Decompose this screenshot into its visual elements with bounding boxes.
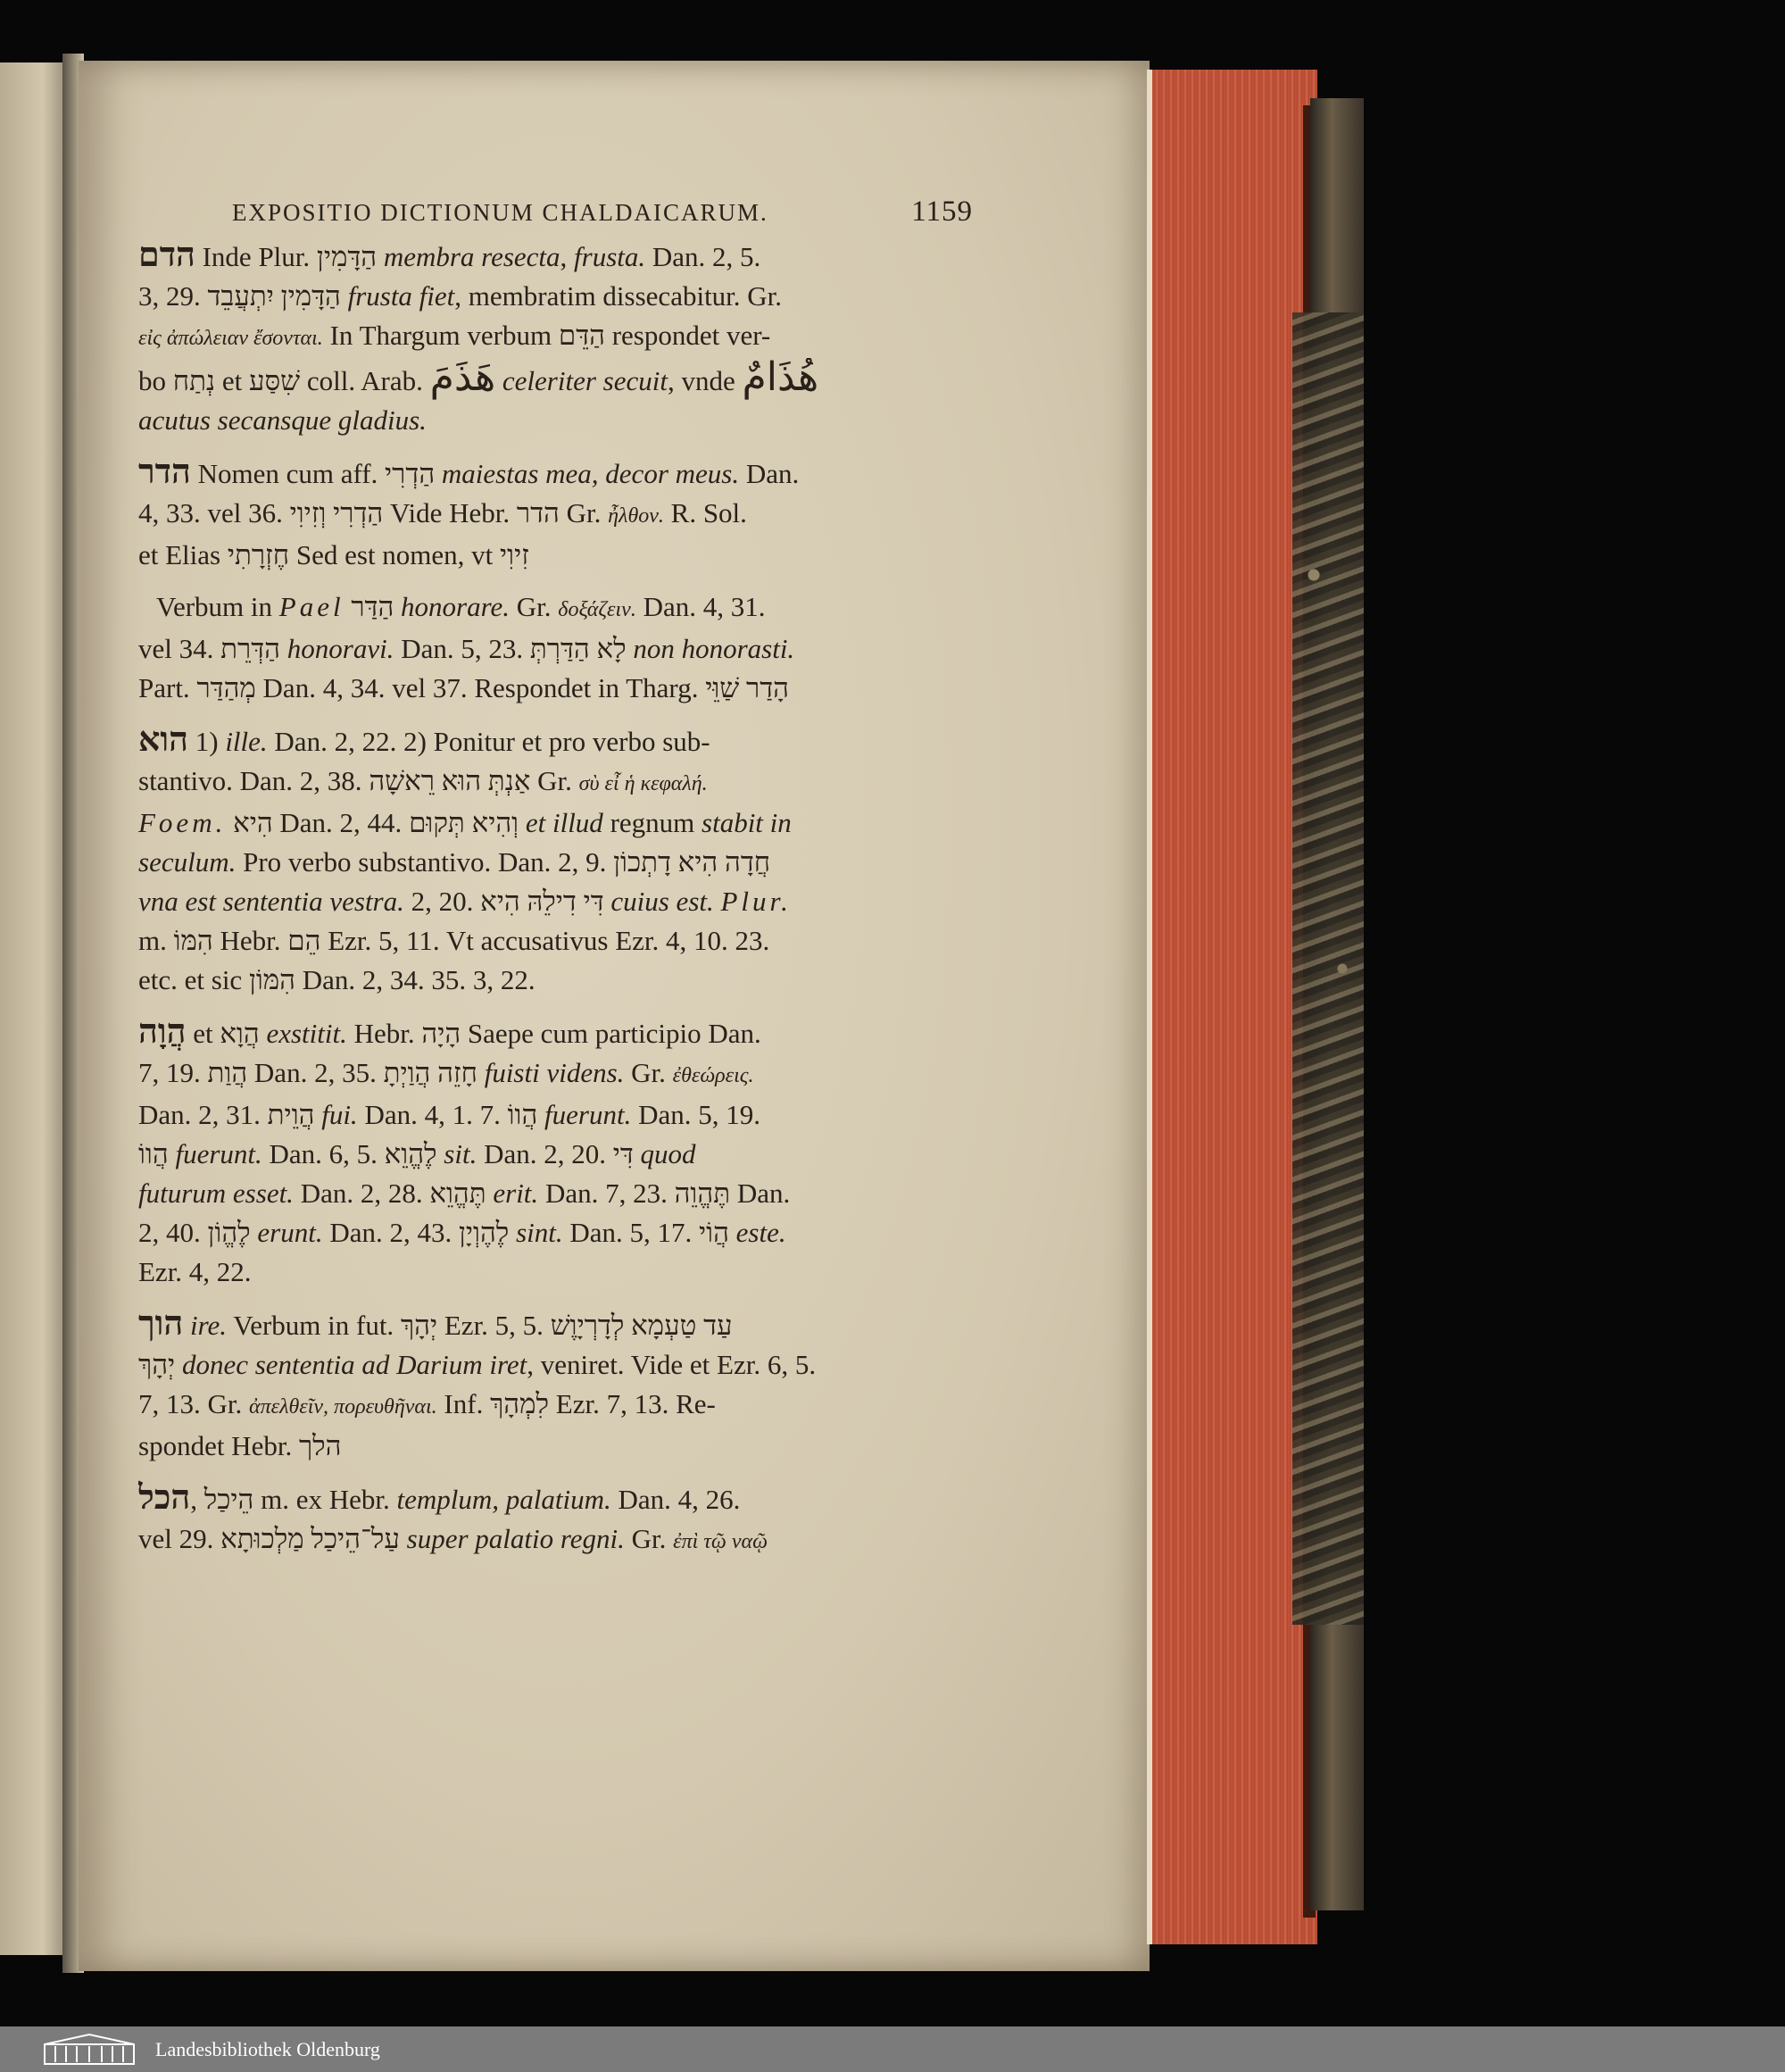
hebrew-text: הֲוַת [207, 1057, 248, 1088]
plain-text: Dan. 7, 23. [538, 1177, 675, 1209]
greek-text: ἀπελθεῖν, πορευθῆναι. [249, 1395, 437, 1419]
plain-text [183, 1310, 190, 1341]
italic-text: fuerunt. [175, 1138, 262, 1169]
italic-text: seculum. [138, 846, 237, 878]
text-line [138, 720, 973, 761]
plain-text: coll. Arab. [300, 365, 430, 396]
hebrew-text: הַדְּרֵת [220, 633, 280, 664]
hebrew-text: לֶהֱוֵא [384, 1138, 437, 1169]
plain-text: stantivo. Dan. 2, 38. [138, 765, 369, 796]
text-line [138, 843, 973, 882]
text-line [138, 803, 973, 843]
plain-text: R. Sol. [663, 497, 747, 528]
headword: הכל [138, 1479, 191, 1517]
italic-text: ire. [190, 1310, 228, 1341]
italic-text: exstitit. [266, 1018, 347, 1049]
plain-text [341, 280, 348, 312]
italic-text: futurum esset. [138, 1177, 294, 1209]
italic-text: acutus secansque gladius. [138, 404, 427, 436]
text-line [138, 316, 973, 358]
italic-text: honoravi. [286, 633, 394, 664]
hebrew-text: הֲווֹ [507, 1099, 538, 1130]
plain-text: Ezr. 7, 13. Re- [549, 1388, 716, 1419]
plain-text [537, 1099, 544, 1130]
plain-text: Part. [138, 672, 197, 703]
library-name: Landesbibliothek Oldenburg [155, 2037, 380, 2060]
hebrew-text: עַל־הֵיכַל מַלְכוּתָא [220, 1523, 400, 1554]
text-line [138, 1252, 973, 1292]
headword: הֲוָה [138, 1013, 187, 1051]
plain-text: Verbum in [156, 591, 279, 622]
plain-text: Dan. 2, 20. [477, 1138, 613, 1169]
plain-text: vel 34. [138, 633, 221, 664]
text-line [138, 494, 973, 536]
hebrew-text: הָיָה [421, 1018, 461, 1049]
plain-text [400, 1523, 407, 1554]
page-number: 1159 [911, 196, 973, 228]
hebrew-text: דִּי [612, 1138, 634, 1169]
italic-text: sint. [516, 1217, 563, 1248]
plain-text: Dan. 2, 28. [293, 1177, 430, 1209]
library-logo-icon [36, 2032, 143, 2068]
arabic-text: هَذَمَ [429, 358, 496, 399]
plain-text: Ezr. 5, 5. [437, 1310, 551, 1341]
plain-text: Dan. 5, 17. [562, 1217, 700, 1248]
plain-text [435, 458, 442, 489]
text-line [138, 277, 973, 316]
plain-text: Gr. [510, 591, 559, 622]
plain-text: Gr. [559, 497, 609, 528]
italic-text: erit. [493, 1177, 539, 1209]
hebrew-text: דִּי דִילֵהּ הִיא [480, 886, 604, 917]
plain-text: Dan. 5, 23. [394, 633, 530, 664]
plain-text: etc. et sic [138, 964, 249, 995]
plain-text [509, 1217, 516, 1248]
plain-text [495, 365, 502, 396]
italic-text: fuisti videns. [484, 1057, 625, 1088]
arabic-text: هُذَامٌ [742, 358, 819, 399]
plain-text: , veniret. Vide et Ezr. 6, 5. [527, 1349, 817, 1380]
hebrew-text: תֶּהֱוֵה [674, 1177, 731, 1209]
hebrew-text: הֲוָא [220, 1018, 260, 1049]
hebrew-text: תֶּהֱוֵא [429, 1177, 486, 1209]
hebrew-text: נְתַח [172, 365, 216, 396]
text-line [138, 1135, 973, 1174]
text-line [138, 669, 973, 708]
plain-text: m. [138, 925, 174, 956]
hebrew-text: הלך [298, 1430, 342, 1461]
plain-text: Ezr. 4, 22. [138, 1256, 252, 1287]
plain-text [477, 1057, 485, 1088]
greek-text: εἰς ἀπώλειαν ἔσονται. [138, 327, 323, 350]
hebrew-text: הַדְרִי [385, 458, 436, 489]
dictionary-entry [138, 1304, 973, 1466]
hebrew-text: וְהִיא תְּקוּם [409, 807, 519, 838]
plain-text: Gr. [624, 1057, 673, 1088]
hebrew-text: אַנְתְּ הוּא רֵאשָׁה [369, 765, 531, 796]
greek-text: ἦλθον. [608, 504, 664, 528]
plain-text: In Thargum verbum [322, 320, 559, 351]
dictionary-entries [138, 236, 973, 1561]
plain-text: 4, 33. vel 36. [138, 497, 290, 528]
text-line [138, 1095, 973, 1135]
hebrew-text: יְהָךְ [138, 1349, 176, 1380]
plain-text: Saepe cum participio Dan. [461, 1018, 761, 1049]
text-line [138, 629, 973, 669]
hebrew-text: הִמּוֹן [248, 964, 295, 995]
spaced-text: Foem. [138, 807, 227, 838]
headword: הדם [138, 237, 195, 274]
plain-text: 7, 13. Gr. [138, 1388, 249, 1419]
hebrew-text: הִיא [233, 807, 273, 838]
text-line [138, 536, 973, 575]
hebrew-text: לֶהֶוְיָן [459, 1217, 510, 1248]
italic-text: stabit in [702, 807, 792, 838]
text-line [138, 961, 973, 1000]
headword: הדר [138, 454, 191, 491]
plain-text: 2, 40. [138, 1217, 208, 1248]
plain-text: Dan. 4, 31. [635, 591, 766, 622]
plain-text: regnum [602, 807, 702, 838]
italic-text: sit. [444, 1138, 477, 1169]
plain-text: et Elias [138, 539, 228, 570]
hebrew-text: הֲווֹ [138, 1138, 169, 1169]
headword: הוא [138, 721, 188, 759]
running-head-title: EXPOSITIO DICTIONUM CHALDAICARUM. [232, 199, 768, 226]
plain-text: 7, 19. [138, 1057, 208, 1088]
hebrew-text: הַדֵּם [558, 320, 605, 351]
hebrew-text: הַדָּמִין [316, 241, 378, 272]
plain-text: Dan. 2, 34. 35. 3, 22. [295, 964, 536, 995]
plain-text: Hebr. [346, 1018, 422, 1049]
plain-text: m. ex Hebr. [253, 1484, 397, 1515]
italic-text: frusta fiet [347, 280, 455, 312]
text-line [138, 1478, 973, 1519]
plain-text [226, 807, 233, 838]
text-line [138, 587, 973, 629]
text-line [138, 1519, 973, 1561]
plain-text: Pro verbo substantivo. Dan. 2, 9. [236, 846, 614, 878]
plain-text: Sed est nomen, vt [289, 539, 501, 570]
italic-text: vna est sententia vestra. [138, 886, 404, 917]
dictionary-entry [138, 587, 973, 708]
hebrew-text: הֲוֵית [267, 1099, 315, 1130]
marbled-cover [1292, 312, 1364, 1625]
italic-text: et illud [525, 807, 603, 838]
plain-text: Gr. [624, 1523, 674, 1554]
text-line [138, 1053, 973, 1095]
headword: הוך [138, 1305, 184, 1343]
text-line [138, 401, 973, 440]
plain-text: 1) [187, 726, 226, 757]
hebrew-text: עַד טַעְמָא לְדָרְיָוֶשׁ [550, 1310, 733, 1341]
hebrew-text: הַדָּמִין יִתְעֲבֵד [207, 280, 341, 312]
italic-text: quod [640, 1138, 696, 1169]
italic-text: ille. [225, 726, 268, 757]
dictionary-entry [138, 236, 973, 440]
plain-text: et [215, 365, 249, 396]
running-head [232, 192, 973, 232]
greek-text: σὺ εἶ ἡ κεφαλή. [578, 772, 708, 795]
plain-text: Dan. 2, 31. [138, 1099, 268, 1130]
hebrew-text: חָזֵה הֲוַיְתָ [383, 1057, 477, 1088]
italic-text: celeriter secuit [502, 365, 668, 396]
plain-text: , membratim dissecabitur. Gr. [454, 280, 783, 312]
italic-text: cuius est. [610, 886, 714, 917]
hebrew-text: שִׁסַּע [248, 365, 301, 396]
plain-text: Inf. [436, 1388, 491, 1419]
hebrew-text: זִיוִי [500, 539, 529, 570]
italic-text: frusta. [574, 241, 646, 272]
hebrew-text: לִמְהָךְ [490, 1388, 550, 1419]
plain-text: Dan. 6, 5. [262, 1138, 385, 1169]
plain-text [714, 886, 721, 917]
hebrew-text: מְהַדַּר [196, 672, 256, 703]
text-line [138, 1213, 973, 1252]
hebrew-text: הַדְרִי וְזִיוִי [289, 497, 384, 528]
plain-text: vel 29. [138, 1523, 221, 1554]
plain-text: bo [138, 365, 173, 396]
plain-text: Hebr. [212, 925, 288, 956]
plain-text: , [560, 241, 575, 272]
hebrew-text: חֶזְרָתִי [227, 539, 290, 570]
plain-text [634, 1138, 641, 1169]
text-line [138, 1385, 973, 1427]
hebrew-text: לֶהֱוֹן [207, 1217, 251, 1248]
italic-text: super palatio regni. [406, 1523, 625, 1554]
greek-text: ἐθεώρεις. [672, 1064, 754, 1087]
plain-text [394, 591, 401, 622]
italic-text: templum, palatium. [396, 1484, 611, 1515]
plain-text: respondet ver- [604, 320, 771, 351]
plain-text: Dan. 4, 1. 7. [357, 1099, 508, 1130]
text-line [138, 358, 973, 401]
italic-text: este. [735, 1217, 786, 1248]
plain-text: Dan. 2, 43. [322, 1217, 460, 1248]
hebrew-text: הִמּוֹ [173, 925, 213, 956]
plain-text [729, 1217, 736, 1248]
spaced-text: Plur. [720, 886, 792, 917]
dictionary-entry [138, 1478, 973, 1561]
hebrew-text: הֵיכַל [203, 1484, 254, 1515]
text-line [138, 1174, 973, 1213]
plain-text: 3, 29. [138, 280, 208, 312]
plain-text: Dan. 2, 35. [247, 1057, 384, 1088]
spaced-text: Pael [278, 591, 345, 622]
greek-text: δοξάζειν. [558, 598, 636, 621]
italic-text: erunt. [257, 1217, 323, 1248]
plain-text: , vnde [667, 365, 743, 396]
plain-text: Gr. [530, 765, 579, 796]
text-line [138, 921, 973, 961]
italic-text: donec sententia ad Darium iret [181, 1349, 527, 1380]
italic-text: non honorasti. [633, 633, 795, 664]
plain-text: Dan. 5, 19. [631, 1099, 761, 1130]
hebrew-text: הֲוֹי [699, 1217, 729, 1248]
hebrew-text: הדר [516, 497, 560, 528]
plain-text [519, 807, 526, 838]
dictionary-entry [138, 1012, 973, 1292]
hebrew-text: חֲדָה הִיא דָתְכוֹן [613, 846, 771, 878]
hebrew-text: הַדַּר [351, 591, 394, 622]
plain-text: Dan. 4, 34. vel 37. Respondet in Tharg. [255, 672, 706, 703]
text-line [138, 1345, 973, 1385]
italic-text: fuerunt. [544, 1099, 632, 1130]
plain-text: Dan. 2, 44. [272, 807, 410, 838]
dictionary-entry [138, 720, 973, 1000]
text-line [138, 1012, 973, 1053]
plain-text: Dan. [739, 458, 800, 489]
plain-text: Inde Plur. [195, 241, 317, 272]
plain-text: Dan. [730, 1177, 791, 1209]
italic-text: fui. [321, 1099, 358, 1130]
italic-text: membra resecta [383, 241, 560, 272]
greek-text: ἐπὶ τῷ ναῷ [673, 1530, 768, 1553]
plain-text [280, 633, 287, 664]
plain-text: Ezr. 5, 11. Vt accusativus Ezr. 4, 10. 23. [320, 925, 770, 956]
text-line [138, 1427, 973, 1466]
plain-text [175, 1349, 182, 1380]
plain-text: , [190, 1484, 204, 1515]
plain-text: 2, 20. [403, 886, 481, 917]
plain-text: Dan. 2, 5. [645, 241, 761, 272]
plain-text: spondet Hebr. [138, 1430, 299, 1461]
text-line [138, 882, 973, 921]
plain-text: Dan. 2, 22. 2) Ponitur et pro verbo sub- [267, 726, 710, 757]
text-line [138, 453, 973, 494]
plain-text: Dan. 4, 26. [610, 1484, 741, 1515]
page-text [138, 192, 973, 1574]
italic-text: maiestas mea, decor meus. [441, 458, 740, 489]
text-line [138, 236, 973, 277]
hebrew-text: הֵם [287, 925, 321, 956]
plain-text: Vide Hebr. [383, 497, 517, 528]
plain-text: et [186, 1018, 220, 1049]
italic-text: honorare. [401, 591, 511, 622]
hebrew-text: יְהָךְ [400, 1310, 438, 1341]
hebrew-text: לָא הַדַּרְתְּ [529, 633, 627, 664]
hebrew-text: הָדַר שַׁוֵּי [705, 672, 789, 703]
plain-text: Verbum in fut. [227, 1310, 401, 1341]
dictionary-entry [138, 453, 973, 575]
text-line [138, 761, 973, 803]
left-page-edge [0, 62, 71, 1955]
text-line [138, 1304, 973, 1345]
footer-bar [0, 2026, 1785, 2072]
plain-text [377, 241, 384, 272]
plain-text: Nomen cum aff. [190, 458, 386, 489]
